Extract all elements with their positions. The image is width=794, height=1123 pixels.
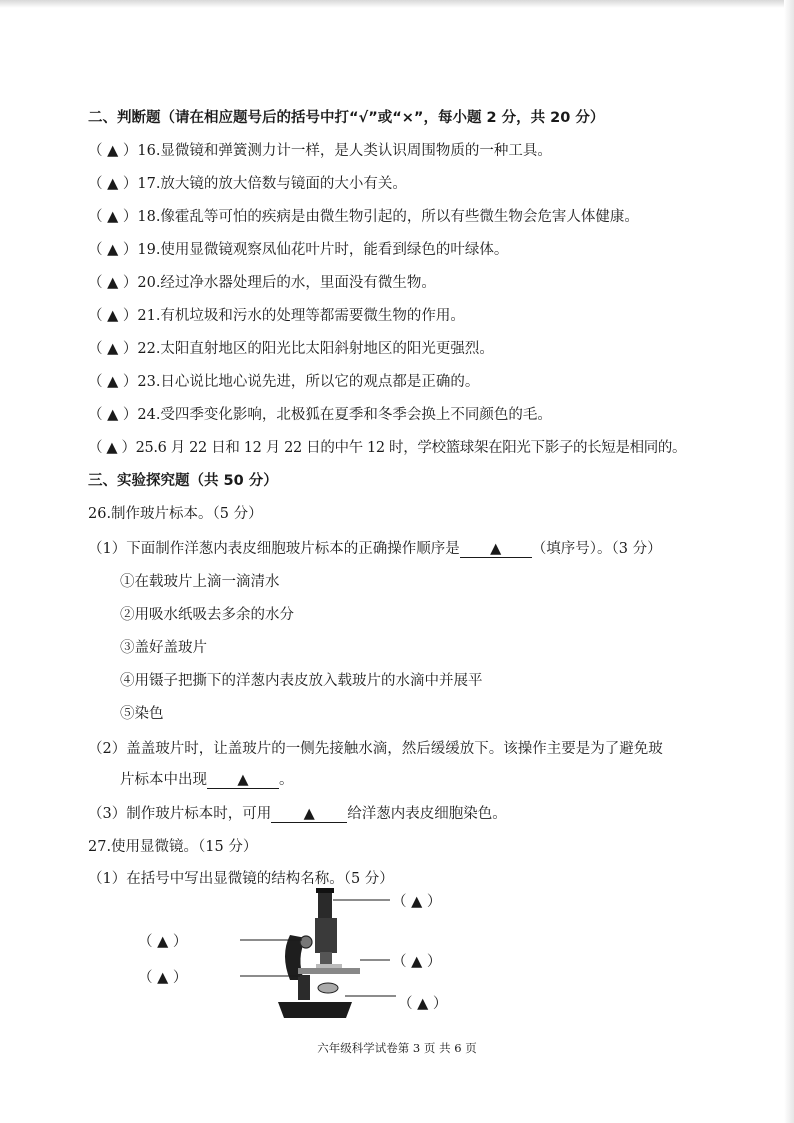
q26-step-4: ④用镊子把撕下的洋葱内表皮放入载玻片的水滴中并展平 <box>120 673 483 689</box>
q26-step-2: ②用吸水纸吸去多余的水分 <box>120 607 294 623</box>
microscope-label-right-lower[interactable]: （ ▲ ） <box>398 996 448 1012</box>
answer-blank[interactable]: ▲ <box>460 541 532 558</box>
scan-edge-right <box>784 0 794 1123</box>
q26-part1: （1）下面制作洋葱内表皮细胞玻片标本的正确操作顺序是 ▲ （填序号）。（3 分） <box>88 541 662 557</box>
q27-title: 27.使用显微镜。（15 分） <box>88 839 258 855</box>
question-text: 18.像霍乱等可怕的疾病是由微生物引起的，所以有些微生物会危害人体健康。 <box>137 209 639 225</box>
section-3-title: 三、实验探究题（共 50 分） <box>88 473 278 489</box>
microscope-label-right-middle[interactable]: （ ▲ ） <box>392 954 442 970</box>
q26-title: 26.制作玻片标本。（5 分） <box>88 506 263 522</box>
answer-blank[interactable]: ▲ <box>207 772 279 789</box>
judge-item-18 <box>88 205 639 226</box>
section-2-title: 二、判断题（请在相应题号后的括号中打“√”或“×”，每小题 2 分，共 20 分） <box>88 110 605 126</box>
judge-item-19 <box>88 238 508 259</box>
question-text: 24.受四季变化影响，北极狐在夏季和冬季会换上不同颜色的毛。 <box>137 407 552 423</box>
judge-item-21 <box>88 304 465 325</box>
scan-edge-top <box>0 0 794 8</box>
answer-mark[interactable]: （ ▲ ） <box>88 209 138 225</box>
answer-mark[interactable]: （ ▲ ） <box>88 242 138 258</box>
answer-mark[interactable]: （ ▲ ） <box>88 143 138 159</box>
judge-item-22 <box>88 337 494 358</box>
answer-blank[interactable]: ▲ <box>271 806 347 823</box>
q26-part2-line1: （2）盖盖玻片时，让盖玻片的一侧先接触水滴，然后缓缓放下。该操作主要是为了避免玻 <box>88 741 663 757</box>
question-text: 23.日心说比地心说先进，所以它的观点都是正确的。 <box>137 374 480 390</box>
question-text: 25.6 月 22 日和 12 月 22 日的中午 12 时，学校篮球架在阳光下影子的长短是相同的。 <box>135 440 687 456</box>
microscope-illustration <box>220 880 400 1030</box>
q27-part1: （1）在括号中写出显微镜的结构名称。（5 分） <box>88 871 394 887</box>
judge-item-25 <box>88 436 686 457</box>
answer-mark[interactable]: （ ▲ ） <box>88 341 138 357</box>
answer-mark[interactable]: （ ▲ ） <box>88 374 138 390</box>
microscope-label-left-lower[interactable]: （ ▲ ） <box>138 970 188 986</box>
microscope-label-left-upper[interactable]: （ ▲ ） <box>138 934 188 950</box>
judge-item-16 <box>88 139 552 160</box>
answer-mark[interactable]: （ ▲ ） <box>88 275 138 291</box>
answer-mark[interactable]: （ ▲ ） <box>88 440 136 456</box>
q26-step-5: ⑤染色 <box>120 706 164 722</box>
question-text: 17.放大镜的放大倍数与镜面的大小有关。 <box>137 176 407 192</box>
page-footer: 六年级科学试卷第 3 页 共 6 页 <box>317 1041 477 1055</box>
question-text: 16.显微镜和弹簧测力计一样，是人类认识周围物质的一种工具。 <box>137 143 552 159</box>
question-text: 21.有机垃圾和污水的处理等都需要微生物的作用。 <box>137 308 465 324</box>
question-text: 20.经过净水器处理后的水，里面没有微生物。 <box>137 275 436 291</box>
microscope-label-eyepiece[interactable]: （ ▲ ） <box>392 894 442 910</box>
answer-mark[interactable]: （ ▲ ） <box>88 176 138 192</box>
q26-step-3: ③盖好盖玻片 <box>120 640 207 656</box>
judge-item-24 <box>88 403 552 424</box>
q26-part2-line2: 片标本中出现 ▲ 。 <box>120 772 294 788</box>
question-text: 19.使用显微镜观察凤仙花叶片时，能看到绿色的叶绿体。 <box>137 242 509 258</box>
judge-item-17 <box>88 172 407 193</box>
judge-item-23 <box>88 370 479 391</box>
q26-part3: （3）制作玻片标本时，可用 ▲ 给洋葱内表皮细胞染色。 <box>88 806 507 822</box>
judge-item-20 <box>88 271 436 292</box>
answer-mark[interactable]: （ ▲ ） <box>88 308 138 324</box>
question-text: 22.太阳直射地区的阳光比太阳斜射地区的阳光更强烈。 <box>137 341 494 357</box>
answer-mark[interactable]: （ ▲ ） <box>88 407 138 423</box>
q26-step-1: ①在载玻片上滴一滴清水 <box>120 574 280 590</box>
